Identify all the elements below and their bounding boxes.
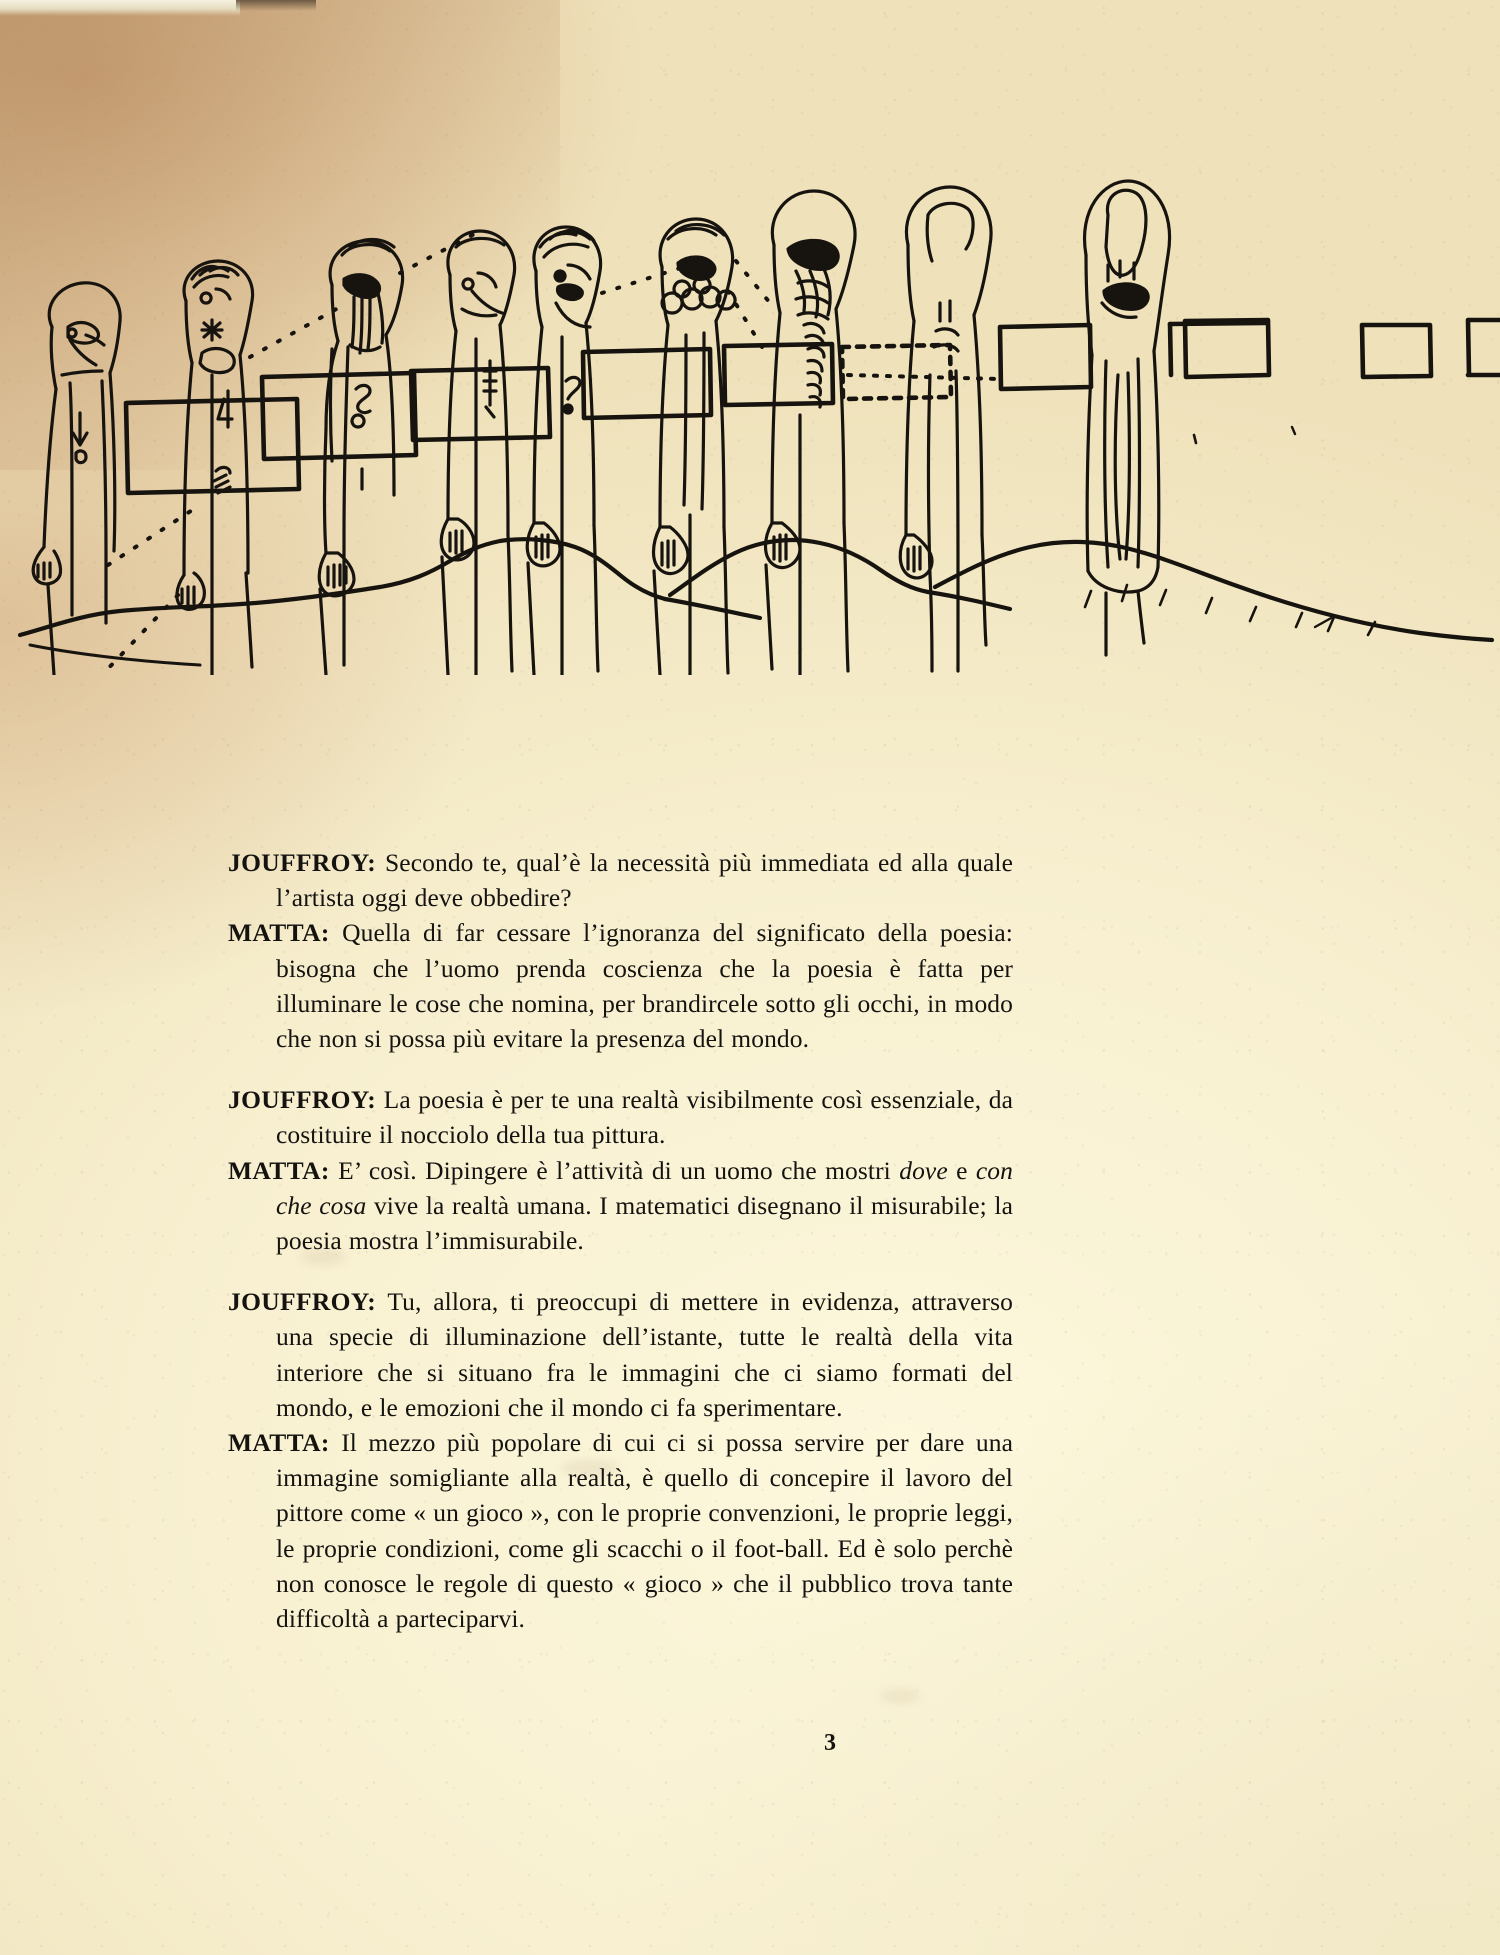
dialogue-text: Quella di far cessare l’ignoranza del significato della poesia: bisogna che l’uomo prenda coscienza che la poesia è fatta per illuminare le cose che nomina, per brandircele sotto gli occhi, in modo che non si possa più evitare la presenza del mondo. [276, 918, 1013, 1054]
speaker-separator: : [320, 1155, 330, 1185]
speaker-label: MATTA [228, 918, 321, 948]
dialogue-text: Il mezzo più popolare di cui ci si possa servire per dare una immagine somigliante alla realtà, è quello di concepire il lavoro del pittore come « un gioco », con le proprie convenzioni, le proprie leggi, le proprie condizioni, come gli scacchi o il foot-ball. Ed è solo perchè non conosce le regole di questo « gioco » che il pubblico trova tante difficoltà a parteciparvi. [276, 1428, 1013, 1634]
dialogue-entry-1 [228, 845, 1013, 915]
speaker-label: JOUFFROY [228, 1085, 368, 1115]
speaker-label: MATTA [228, 1155, 321, 1185]
dialogue-text-run: E’ così. Dipingere è l’attività di un uomo che mostri [338, 1155, 900, 1185]
page-number-value: 3 [824, 1730, 836, 1756]
dialogue-entry-6 [228, 1425, 1013, 1636]
speaker-label: JOUFFROY [228, 1287, 368, 1317]
dialogue-entry-2 [228, 915, 1013, 1056]
gallery-figures-illustration [10, 175, 1500, 675]
speaker-label: MATTA [228, 1428, 321, 1458]
dialogue-text: Tu, allora, ti preoccupi di mettere in evidenza, attraverso una specie di illuminazione dell’istante, tutte le realtà della vita interiore che si situano fra le immagini che ci siamo formati del mondo, e le emozioni che il mondo ci fa sperimentare. [276, 1287, 1013, 1422]
dialogue-entry-5 [228, 1284, 1013, 1425]
dialogue-text: Secondo te, qual’è la necessità più immediata ed alla quale l’artista oggi deve obbedire? [276, 848, 1014, 913]
speaker-separator: : [320, 1428, 330, 1458]
paragraph-spacer [228, 1056, 1013, 1082]
dialogue-text-block [228, 845, 1013, 1636]
dialogue-entry-3 [228, 1082, 1013, 1152]
emphasis-dove: dove [899, 1155, 948, 1185]
paper-top-edge-dark [236, 0, 316, 11]
speaker-separator: : [367, 848, 377, 877]
dialogue-text-run: vive la realtà umana. I matematici disegnano il misurabile; la poesia mostra l’immisurabile. [276, 1190, 1014, 1256]
dialogue-entry-4 [228, 1153, 1013, 1259]
speaker-separator: : [367, 1287, 377, 1317]
speaker-separator: : [367, 1085, 377, 1115]
paper-top-edge [0, 0, 240, 16]
page-number [0, 1730, 1500, 1757]
dialogue-text-run: e [947, 1155, 976, 1185]
dialogue-text: La poesia è per te una realtà visibilmente così essenziale, da costituire il nocciolo della tua pittura. [276, 1085, 1013, 1150]
paper-smudge [880, 1690, 920, 1702]
paragraph-spacer [228, 1258, 1013, 1284]
emphasis-con-che-cosa: con che cosa [276, 1155, 1013, 1220]
speaker-label: JOUFFROY [228, 848, 368, 877]
speaker-separator: : [320, 918, 330, 948]
